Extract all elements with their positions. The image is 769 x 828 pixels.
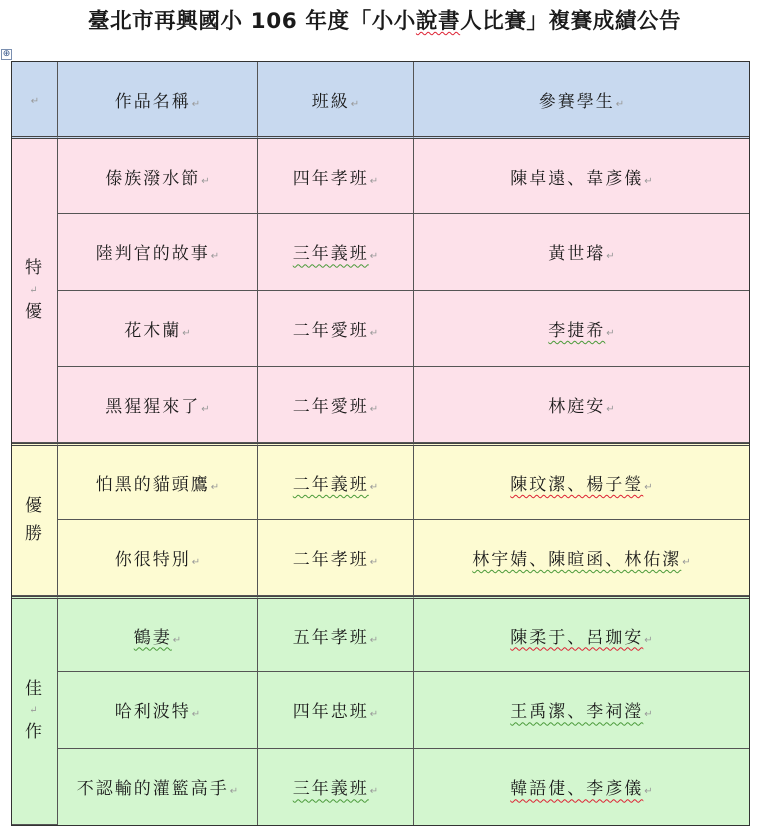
cell-text: 三年義班 — [292, 244, 369, 265]
cell-text: 林庭安 — [548, 397, 606, 418]
paragraph-mark-icon: ↵ — [201, 404, 210, 416]
paragraph-mark-icon: ↵ — [30, 96, 40, 107]
table-row — [12, 291, 749, 367]
paragraph-mark-icon: ↵ — [369, 404, 379, 416]
cell-text: 陳卓遠、韋彥儀 — [510, 168, 644, 189]
table-row — [12, 520, 749, 596]
cell-text: 五年孝班 — [292, 627, 369, 648]
paragraph-mark-icon: ↵ — [606, 251, 615, 263]
award-char: 優 — [25, 301, 44, 322]
cell-class — [258, 291, 414, 367]
table-move-handle-icon[interactable]: ⊕ — [2, 49, 11, 59]
cell-text: 怕黑的貓頭鷹 — [95, 474, 210, 495]
paragraph-mark-icon: ↵ — [172, 634, 182, 646]
paragraph-mark-icon: ↵ — [182, 327, 191, 339]
header-title: 作品名稱↵ — [58, 62, 258, 139]
header-blank — [12, 62, 58, 139]
cell-title — [58, 443, 258, 519]
cell-text: 二年愛班 — [292, 397, 369, 418]
paragraph-mark-icon: ↵ — [644, 634, 653, 646]
table-row — [12, 214, 749, 290]
cell-class — [258, 443, 414, 519]
paragraph-mark-icon: ↵ — [682, 556, 691, 568]
cell-class — [258, 520, 414, 596]
cell-students — [414, 214, 749, 290]
table-row — [12, 139, 749, 214]
paragraph-mark-icon: ↵ — [201, 175, 210, 187]
paragraph-mark-icon: ↵ — [369, 556, 379, 568]
paragraph-mark-icon: ↵ — [644, 786, 653, 798]
paragraph-mark-icon: ↵ — [644, 175, 653, 187]
award-char: 優 — [25, 496, 44, 517]
paragraph-mark-icon: ↵ — [606, 327, 615, 339]
cell-class — [258, 367, 414, 443]
cell-text: 傣族潑水節 — [105, 168, 201, 189]
cell-text: 二年孝班 — [292, 549, 369, 570]
paragraph-mark-icon: ↵ — [615, 98, 625, 110]
cell-text: 四年忠班 — [292, 702, 369, 723]
cell-students — [414, 139, 749, 214]
cell-title — [58, 520, 258, 596]
award-char: 勝 — [25, 523, 44, 544]
cell-students — [414, 672, 749, 748]
cell-text: 黃世璿 — [548, 244, 606, 265]
paragraph-mark-icon: ↵ — [369, 786, 379, 798]
table-row — [12, 596, 749, 672]
paragraph-mark-icon: ↵ — [369, 175, 379, 187]
paragraph-mark-icon: ↵ — [350, 98, 360, 110]
cell-title — [58, 749, 258, 825]
header-row — [12, 62, 749, 139]
cell-students — [414, 749, 749, 825]
paragraph-mark-icon: ↵ — [644, 481, 653, 493]
cell-text: 不認輸的灌籃高手 — [76, 779, 229, 800]
table-row — [12, 367, 749, 443]
cell-text: 花木蘭 — [124, 320, 182, 341]
cell-class — [258, 672, 414, 748]
cell-students — [414, 443, 749, 519]
table-row — [12, 672, 749, 748]
paragraph-mark-icon: ↵ — [210, 481, 220, 493]
award-excellence — [12, 443, 58, 596]
paragraph-mark-icon: ↵ — [229, 786, 239, 798]
results-table — [11, 61, 750, 826]
cell-text: 陸判官的故事 — [95, 244, 210, 265]
cell-students — [414, 367, 749, 443]
cell-title — [58, 367, 258, 443]
paragraph-mark-icon: ↵ — [369, 481, 379, 493]
paragraph-mark-icon: ↵ — [369, 327, 379, 339]
award-special-excellence — [12, 139, 58, 443]
award-char: 特 — [25, 258, 44, 279]
cell-students — [414, 291, 749, 367]
paragraph-mark-icon: ↵ — [210, 251, 220, 263]
cell-text: 陳柔于、呂珈安 — [510, 627, 644, 648]
cell-title — [58, 214, 258, 290]
cell-text: 哈利波特 — [114, 702, 191, 723]
cell-text: 林宇婧、陳暄函、林佑潔 — [472, 549, 682, 570]
table-row — [12, 443, 749, 519]
table-row — [12, 749, 749, 825]
cell-students — [414, 520, 749, 596]
paragraph-mark-icon: ↵ — [191, 556, 201, 568]
paragraph-mark-icon: ↵ — [369, 251, 379, 263]
paragraph-mark-icon: ↵ — [29, 284, 40, 296]
cell-title — [58, 291, 258, 367]
page-title: 臺北市再興國小 106 年度「小小說書人比賽」複賽成績公告 — [87, 9, 682, 34]
cell-text: 二年愛班 — [292, 320, 369, 341]
cell-title — [58, 672, 258, 748]
cell-text: 鶴妻 — [133, 627, 172, 648]
cell-text: 二年義班 — [292, 474, 369, 495]
cell-text: 韓語倢、李彥儀 — [510, 779, 644, 800]
cell-text: 李捷希 — [548, 320, 606, 341]
award-char: 佳 — [25, 679, 44, 700]
header-students: 參賽學生↵ — [414, 62, 749, 139]
cell-class — [258, 139, 414, 214]
award-char: 作 — [25, 722, 44, 743]
cell-students — [414, 596, 749, 672]
cell-text: 你很特別 — [114, 549, 191, 570]
paragraph-mark-icon: ↵ — [606, 404, 615, 416]
paragraph-mark-icon: ↵ — [369, 709, 379, 721]
header-class: 班級↵ — [258, 62, 414, 139]
cell-class — [258, 596, 414, 672]
paragraph-mark-icon: ↵ — [191, 98, 201, 110]
cell-text: 黑猩猩來了 — [105, 397, 201, 418]
paragraph-mark-icon: ↵ — [191, 709, 201, 721]
cell-text: 陳玟潔、楊子瑩 — [510, 474, 644, 495]
award-honorable-mention — [12, 596, 58, 825]
cell-class — [258, 214, 414, 290]
cell-class — [258, 749, 414, 825]
paragraph-mark-icon: ↵ — [644, 709, 653, 721]
cell-text: 王禹潔、李祠瀅 — [510, 702, 644, 723]
cell-title — [58, 596, 258, 672]
cell-text: 四年孝班 — [292, 168, 369, 189]
cell-title — [58, 139, 258, 214]
cell-text: 三年義班 — [292, 779, 369, 800]
paragraph-mark-icon: ↵ — [29, 705, 40, 717]
paragraph-mark-icon: ↵ — [369, 634, 379, 646]
